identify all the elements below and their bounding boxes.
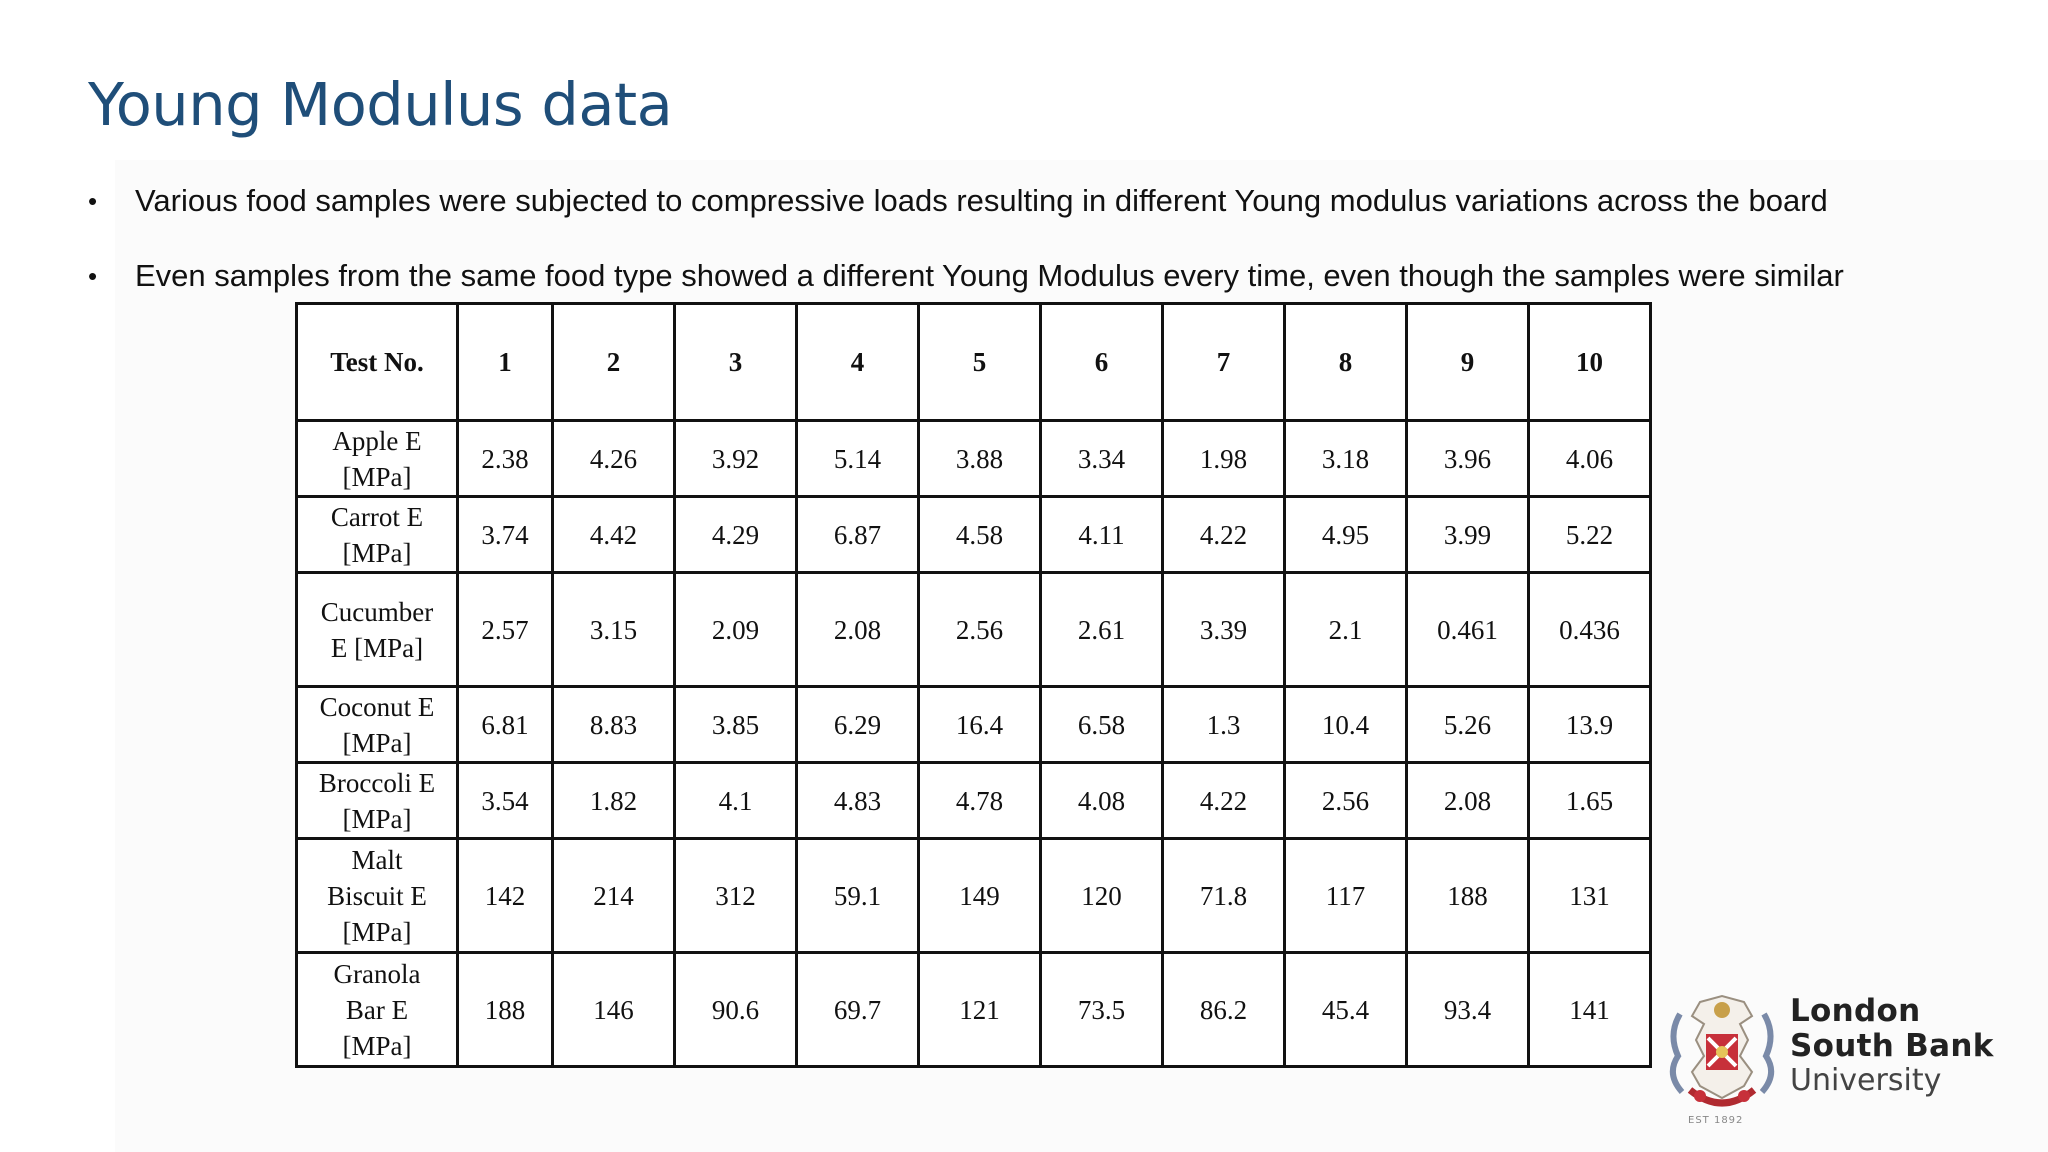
table-cell: 4.26	[553, 421, 675, 497]
table-row	[297, 421, 1651, 497]
table-cell: 2.09	[675, 573, 797, 687]
table-cell: 13.9	[1529, 687, 1651, 763]
row-label: Carrot E [MPa]	[297, 497, 458, 573]
table-cell: 188	[1407, 839, 1529, 953]
table-cell: 2.38	[458, 421, 553, 497]
table-cell: 93.4	[1407, 953, 1529, 1067]
header-cell: 7	[1163, 304, 1285, 421]
bullet-dot-icon: •	[88, 186, 98, 216]
table-cell: 141	[1529, 953, 1651, 1067]
header-cell: 3	[675, 304, 797, 421]
table-cell: 71.8	[1163, 839, 1285, 953]
header-cell: 6	[1041, 304, 1163, 421]
table-cell: 16.4	[919, 687, 1041, 763]
table-row	[297, 839, 1651, 953]
table-cell: 3.54	[458, 763, 553, 839]
header-cell: 2	[553, 304, 675, 421]
table-cell: 2.08	[1407, 763, 1529, 839]
table-cell: 73.5	[1041, 953, 1163, 1067]
table-cell: 3.34	[1041, 421, 1163, 497]
table-cell: 3.18	[1285, 421, 1407, 497]
header-cell: Test No.	[297, 304, 458, 421]
table-cell: 4.22	[1163, 497, 1285, 573]
table-cell: 4.83	[797, 763, 919, 839]
table-cell: 117	[1285, 839, 1407, 953]
table-cell: 5.26	[1407, 687, 1529, 763]
table-cell: 4.78	[919, 763, 1041, 839]
young-modulus-table	[295, 302, 1652, 1068]
table-cell: 1.82	[553, 763, 675, 839]
table-cell: 214	[553, 839, 675, 953]
table-cell: 3.74	[458, 497, 553, 573]
table-cell: 142	[458, 839, 553, 953]
logo-line-2: South Bank	[1790, 1028, 1994, 1064]
table-cell: 6.58	[1041, 687, 1163, 763]
table-cell: 312	[675, 839, 797, 953]
table-cell: 4.42	[553, 497, 675, 573]
table-cell: 3.88	[919, 421, 1041, 497]
table-cell: 2.56	[1285, 763, 1407, 839]
table-cell: 131	[1529, 839, 1651, 953]
table-cell: 10.4	[1285, 687, 1407, 763]
table-cell: 121	[919, 953, 1041, 1067]
table-cell: 2.61	[1041, 573, 1163, 687]
table-header-row	[297, 304, 1651, 421]
bullet-text: Even samples from the same food type showed a different Young Modulus every time, even though the samples were similar	[135, 258, 1844, 293]
header-cell: 10	[1529, 304, 1651, 421]
table-cell: 146	[553, 953, 675, 1067]
row-label: Apple E [MPa]	[297, 421, 458, 497]
table-cell: 3.99	[1407, 497, 1529, 573]
table-cell: 2.57	[458, 573, 553, 687]
table-cell: 0.436	[1529, 573, 1651, 687]
table-cell: 4.58	[919, 497, 1041, 573]
table-cell: 45.4	[1285, 953, 1407, 1067]
table-cell: 5.14	[797, 421, 919, 497]
table-cell: 3.39	[1163, 573, 1285, 687]
table-row	[297, 497, 1651, 573]
table-cell: 1.65	[1529, 763, 1651, 839]
table-cell: 6.29	[797, 687, 919, 763]
header-cell: 4	[797, 304, 919, 421]
header-cell: 9	[1407, 304, 1529, 421]
established-year: EST 1892	[1688, 1115, 1744, 1126]
table-cell: 4.06	[1529, 421, 1651, 497]
table-cell: 0.461	[1407, 573, 1529, 687]
header-cell: 8	[1285, 304, 1407, 421]
table-cell: 120	[1041, 839, 1163, 953]
table-cell: 149	[919, 839, 1041, 953]
table-row	[297, 687, 1651, 763]
table-cell: 4.22	[1163, 763, 1285, 839]
table-cell: 90.6	[675, 953, 797, 1067]
row-label: Broccoli E [MPa]	[297, 763, 458, 839]
table-cell: 1.3	[1163, 687, 1285, 763]
university-logo-text	[1790, 994, 1994, 1098]
table-cell: 1.98	[1163, 421, 1285, 497]
logo-line-1: London	[1790, 993, 1921, 1029]
bullet-dot-icon: •	[88, 261, 98, 291]
table-cell: 8.83	[553, 687, 675, 763]
table-cell: 86.2	[1163, 953, 1285, 1067]
logo-line-3: University	[1790, 1063, 1942, 1098]
table-cell: 2.1	[1285, 573, 1407, 687]
table-cell: 3.85	[675, 687, 797, 763]
header-cell: 1	[458, 304, 553, 421]
table-cell: 2.08	[797, 573, 919, 687]
table-cell: 6.87	[797, 497, 919, 573]
row-label: Coconut E [MPa]	[297, 687, 458, 763]
bullet-text: Various food samples were subjected to compressive loads resulting in different Young modulus variations across the board	[135, 183, 1828, 218]
row-label: Granola Bar E [MPa]	[297, 953, 458, 1067]
table-cell: 188	[458, 953, 553, 1067]
table-cell: 2.56	[919, 573, 1041, 687]
table-cell: 3.96	[1407, 421, 1529, 497]
table-row	[297, 763, 1651, 839]
table-cell: 4.29	[675, 497, 797, 573]
header-cell: 5	[919, 304, 1041, 421]
table-cell: 69.7	[797, 953, 919, 1067]
row-label: Malt Biscuit E [MPa]	[297, 839, 458, 953]
table-cell: 4.95	[1285, 497, 1407, 573]
slide-title: Young Modulus data	[88, 70, 673, 139]
table-cell: 4.08	[1041, 763, 1163, 839]
table-cell: 59.1	[797, 839, 919, 953]
table-row	[297, 953, 1651, 1067]
table-cell: 5.22	[1529, 497, 1651, 573]
table-cell: 4.1	[675, 763, 797, 839]
table-cell: 6.81	[458, 687, 553, 763]
table-cell: 4.11	[1041, 497, 1163, 573]
table-row	[297, 573, 1651, 687]
table-cell: 3.92	[675, 421, 797, 497]
row-label: Cucumber E [MPa]	[297, 573, 458, 687]
table-cell: 3.15	[553, 573, 675, 687]
